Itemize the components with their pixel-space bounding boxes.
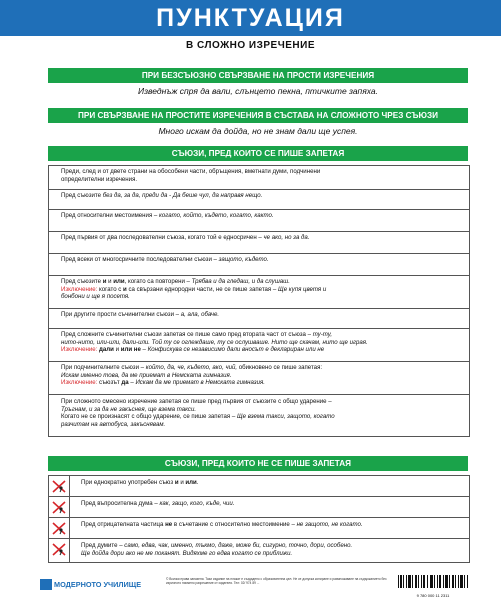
publisher-logo: МОДЕРНОТО УЧИЛИЩЕ: [40, 578, 162, 591]
cross-icon: [49, 476, 70, 496]
rule-row: Пред сложните съчинителни съюзи запетая се пише само пред втората част от съюза – ту-ту, нито-нито, или-или, дали-или. Той ту се оглеждаше, ту се ослушваше. Нито ще скачам, нито ще играя. Изключение: дали и или не – Конфискува се независимо дали вносът е деклариран или не: [49, 329, 469, 362]
rule-row: Пред съюзите и и или, когато са повторени – Трябва и да гледаш, и да слушаш. Изключение: когато с и са свързани еднородни части, не се пише запетая – Ще купя цветя и бонбони и ще я посетя.: [49, 276, 469, 309]
rule-row: Пред отрицателната частица не в съчетание с относително местоимение – не защото, не когато.: [49, 518, 469, 539]
barcode: 9 780 000 11 2311: [397, 575, 469, 594]
section-heading-asyndetic: ПРИ БЕЗСЪЮЗНО СВЪРЗВАНЕ НА ПРОСТИ ИЗРЕЧЕНИЯ: [48, 68, 468, 83]
rule-row: При другите прости съчинителни съюзи – а, ала, обаче.: [49, 309, 469, 329]
rule-row: Преди, след и от двете страни на обособени части, обръщения, вметнати думи, подчинени определителни изречения.: [49, 166, 469, 190]
rule-row: Пред всеки от многосричните последователни съюзи – защото, където.: [49, 254, 469, 276]
example-conjunctions: Много искам да дойда, но не знам дали ще успея.: [158, 126, 358, 136]
footer: [40, 575, 470, 598]
section-heading-comma: СЪЮЗИ, ПРЕД КОИТО СЕ ПИШЕ ЗАПЕТАЯ: [48, 146, 468, 161]
exception-label: Изключение:: [61, 379, 98, 387]
comma-rules-table: [48, 165, 470, 437]
section-heading-conjunctions: ПРИ СВЪРЗВАНЕ НА ПРОСТИТЕ ИЗРЕЧЕНИЯ В СЪСТАВА НА СЛОЖНОТО ЧРЕЗ СЪЮЗИ: [48, 108, 468, 123]
exception-label: Изключение:: [61, 346, 98, 354]
exception-label: Изключение:: [61, 285, 98, 293]
cross-icon: [49, 497, 70, 517]
page-subtitle: В СЛОЖНО ИЗРЕЧЕНИЕ: [185, 40, 316, 51]
rule-row: При подчинителните съюзи – който, да, че, където, ако, чий, обикновено се пише запетая: Искам именно това, да ме приемат в Немската гимназия. Изключение: съюзът да – Искам да ме приемат в Немската гимназия.: [49, 362, 469, 395]
cross-icon: [49, 539, 70, 562]
rule-row: При сложното смесено изречение запетая се пише пред първия от съюзите с общо ударение – Тръгнам, и за да не закъснея, ще взема такси. Когато не се произнасят с общо ударение, се пише запетая – Ще взема такси, защото, когато разчитам на автобуса, закъснявам.: [49, 395, 469, 437]
book-icon: [40, 579, 52, 590]
page-title: ПУНКТУАЦИЯ: [156, 4, 345, 32]
rule-row: Пред въпросителна дума – как, защо, кого, къде, чии.: [49, 497, 469, 518]
section-heading-no-comma: СЪЮЗИ, ПРЕД КОИТО НЕ СЕ ПИШЕ ЗАПЕТАЯ: [48, 456, 468, 471]
rule-row: Пред първия от два последователни съюза, когато той е едносричен – че ако, но за да.: [49, 232, 469, 254]
rule-row: При еднократно употребен съюз и и или.: [49, 476, 469, 497]
rule-row: Пред относителни местоимения – когато, който, където, когато, както.: [49, 210, 469, 232]
cross-icon: [49, 518, 70, 538]
no-comma-rules-table: [48, 475, 470, 563]
copyright-note: © Всички права запазени. Тази издание на плакат е създадено с образователна цел. Не се допуска копиране и размножаване на съдържанието без изричното писмено разрешение от издателя. Тел: 02/ 974 89 ...: [166, 577, 387, 585]
example-asyndetic: Изведнъж спря да вали, слънцето пекна, птичките запяха.: [137, 86, 378, 96]
rule-row: Пред думите – само, едва, чак, именно, тъкмо, даже, може би, сигурно, точно, дори, особено. Ще дойда дори ако не ме поканят. Видяхме го едва когато се приближи.: [49, 539, 469, 563]
rule-row: Пред съюзите без да, за да, преди да - Да беше чул, да направя нещо.: [49, 190, 469, 210]
